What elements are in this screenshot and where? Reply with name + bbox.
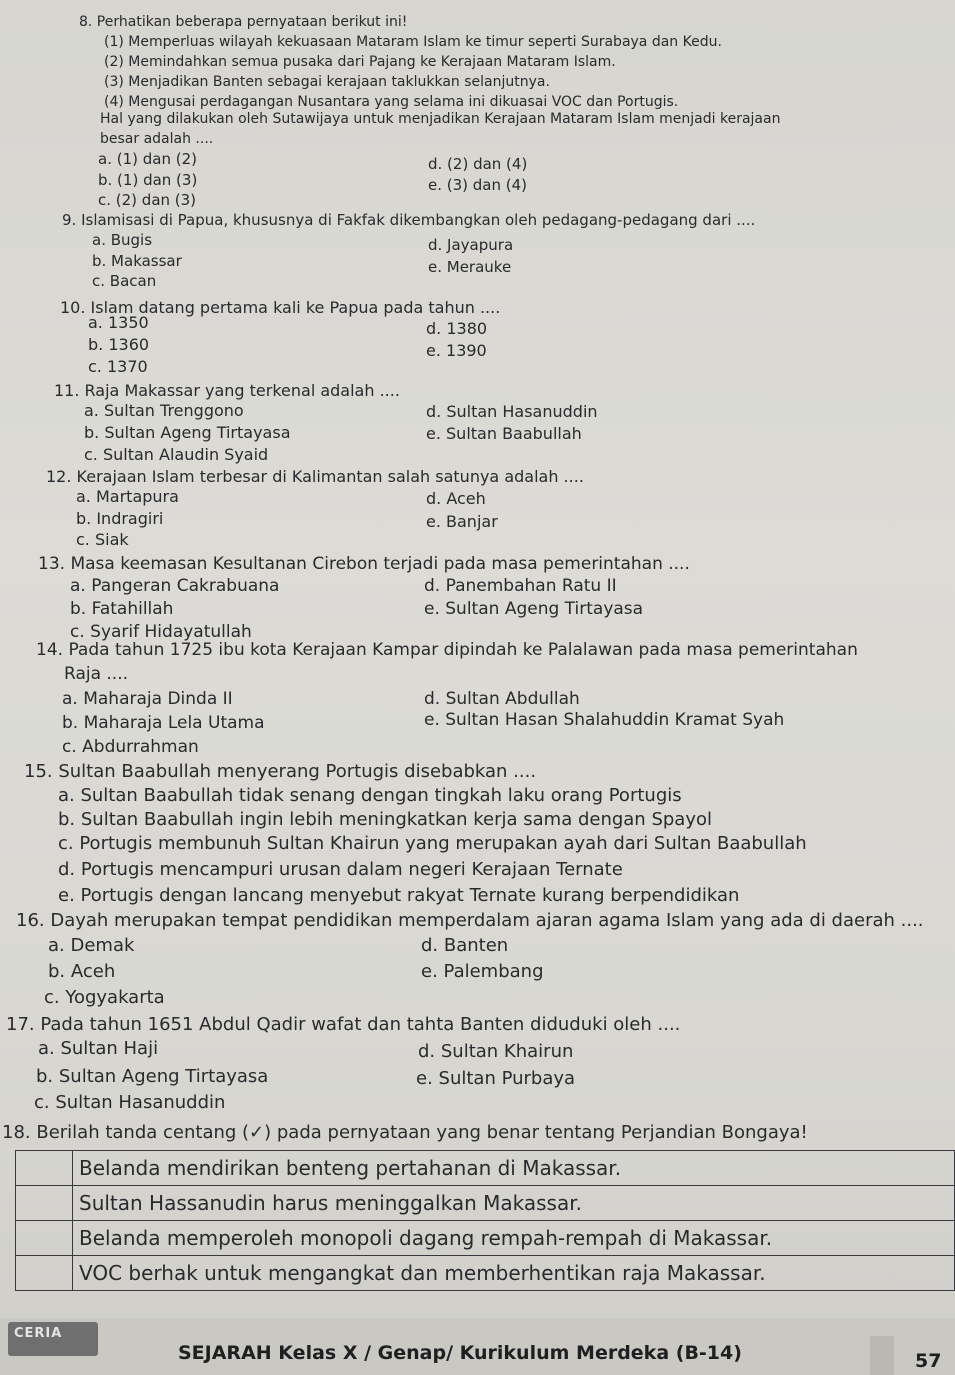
table-row — [16, 1256, 955, 1291]
footer-tab-decoration — [870, 1336, 894, 1375]
q13-stem: 13. Masa keemasan Kesultanan Cirebon terjadi pada masa pemerintahan .... — [38, 554, 690, 574]
q18-stem: 18. Berilah tanda centang (✓) pada pernyataan yang benar tentang Perjandian Bongaya! — [2, 1122, 808, 1143]
q17-option-c: c. Sultan Hasanuddin — [34, 1092, 226, 1113]
q8-statement-3: (3) Menjadikan Banten sebagai kerajaan taklukkan selanjutnya. — [104, 74, 550, 90]
q16-stem: 16. Dayah merupakan tempat pendidikan memperdalam ajaran agama Islam yang ada di daerah .... — [16, 910, 924, 931]
q15-option-e: e. Portugis dengan lancang menyebut rakyat Ternate kurang berpendidikan — [58, 885, 740, 906]
q14-option-a: a. Maharaja Dinda II — [62, 689, 233, 709]
q17-stem: 17. Pada tahun 1651 Abdul Qadir wafat dan tahta Banten diduduki oleh .... — [6, 1014, 681, 1035]
page-number: 57 — [915, 1350, 942, 1372]
q14-option-d: d. Sultan Abdullah — [424, 689, 580, 709]
q8-statement-4: (4) Mengusai perdagangan Nusantara yang selama ini dikuasai VOC dan Portugis. — [104, 94, 679, 110]
checkbox-cell[interactable] — [16, 1151, 73, 1186]
q8-statement-1: (1) Memperluas wilayah kekuasaan Mataram Islam ke timur seperti Surabaya dan Kedu. — [104, 34, 722, 50]
q11-stem: 11. Raja Makassar yang terkenal adalah .... — [54, 381, 400, 400]
q14-option-b: b. Maharaja Lela Utama — [62, 713, 265, 733]
q13-option-c: c. Syarif Hidayatullah — [70, 622, 252, 642]
q8-option-c: c. (2) dan (3) — [98, 191, 197, 209]
q13-option-e: e. Sultan Ageng Tirtayasa — [424, 599, 644, 619]
q8-option-d: d. (2) dan (4) — [428, 155, 528, 173]
q17-option-a: a. Sultan Haji — [38, 1038, 159, 1059]
q9-option-e: e. Merauke — [428, 258, 512, 276]
q9-option-d: d. Jayapura — [428, 236, 514, 254]
q10-option-d: d. 1380 — [426, 319, 488, 338]
q8-stem-continued: Hal yang dilakukan oleh Sutawijaya untuk menjadikan Kerajaan Mataram Islam menjadi kerajaan — [100, 111, 781, 127]
q11-option-e: e. Sultan Baabullah — [426, 424, 582, 443]
q14-stem-continued: Raja .... — [64, 664, 129, 684]
q13-option-b: b. Fatahillah — [70, 599, 174, 619]
q14-option-e: e. Sultan Hasan Shalahuddin Kramat Syah — [424, 710, 785, 730]
q11-option-d: d. Sultan Hasanuddin — [426, 402, 598, 421]
q16-option-a: a. Demak — [48, 935, 135, 956]
q15-option-c: c. Portugis membunuh Sultan Khairun yang merupakan ayah dari Sultan Baabullah — [58, 833, 807, 854]
q10-option-c: c. 1370 — [88, 357, 148, 376]
q14-option-c: c. Abdurrahman — [62, 737, 199, 757]
q9-option-b: b. Makassar — [92, 252, 182, 270]
q8-option-b: b. (1) dan (3) — [98, 171, 198, 189]
q17-option-d: d. Sultan Khairun — [418, 1041, 574, 1062]
table-row — [16, 1186, 955, 1221]
q9-option-a: a. Bugis — [92, 231, 153, 249]
q12-option-a: a. Martapura — [76, 487, 179, 506]
q12-option-c: c. Siak — [76, 530, 129, 549]
q14-stem: 14. Pada tahun 1725 ibu kota Kerajaan Kampar dipindah ke Palalawan pada masa pemerintahan — [36, 640, 858, 660]
publisher-logo-text: CERIA — [14, 1326, 63, 1341]
statement-cell: Belanda mendirikan benteng pertahanan di Makassar. — [73, 1151, 955, 1186]
checkbox-cell[interactable] — [16, 1221, 73, 1256]
table-row — [16, 1221, 955, 1256]
q15-option-a: a. Sultan Baabullah tidak senang dengan tingkah laku orang Portugis — [58, 785, 682, 806]
q8-stem-end: besar adalah .... — [100, 131, 214, 147]
q10-option-a: a. 1350 — [88, 313, 149, 332]
q12-stem: 12. Kerajaan Islam terbesar di Kalimantan salah satunya adalah .... — [46, 467, 584, 486]
table-row — [16, 1151, 955, 1186]
q18-statement-table — [15, 1150, 955, 1291]
q9-option-c: c. Bacan — [92, 272, 157, 290]
q8-option-e: e. (3) dan (4) — [428, 176, 528, 194]
q16-option-d: d. Banten — [421, 935, 509, 956]
footer-title: SEJARAH Kelas X / Genap/ Kurikulum Merdeka (B-14) — [178, 1342, 742, 1364]
q8-statement-2: (2) Memindahkan semua pusaka dari Pajang ke Kerajaan Mataram Islam. — [104, 54, 616, 70]
q8-stem: 8. Perhatikan beberapa pernyataan berikut ini! — [79, 14, 408, 30]
q11-option-c: c. Sultan Alaudin Syaid — [84, 445, 269, 464]
q10-option-e: e. 1390 — [426, 341, 487, 360]
statement-cell: Belanda memperoleh monopoli dagang rempah-rempah di Makassar. — [73, 1221, 955, 1256]
statement-cell: VOC berhak untuk mengangkat dan memberhentikan raja Makassar. — [73, 1256, 955, 1291]
q8-option-a: a. (1) dan (2) — [98, 150, 197, 168]
q16-option-c: c. Yogyakarta — [44, 987, 165, 1008]
q12-option-d: d. Aceh — [426, 489, 486, 508]
q16-option-e: e. Palembang — [421, 961, 544, 982]
q15-stem: 15. Sultan Baabullah menyerang Portugis disebabkan .... — [24, 761, 537, 782]
checkbox-cell[interactable] — [16, 1256, 73, 1291]
q10-option-b: b. 1360 — [88, 335, 150, 354]
q9-stem: 9. Islamisasi di Papua, khususnya di Fakfak dikembangkan oleh pedagang-pedagang dari .... — [62, 211, 756, 229]
statement-cell: Sultan Hassanudin harus meninggalkan Makassar. — [73, 1186, 955, 1221]
q15-option-d: d. Portugis mencampuri urusan dalam negeri Kerajaan Ternate — [58, 859, 623, 880]
q17-option-e: e. Sultan Purbaya — [416, 1068, 576, 1089]
q16-option-b: b. Aceh — [48, 961, 116, 982]
q10-stem: 10. Islam datang pertama kali ke Papua pada tahun .... — [60, 298, 501, 317]
q12-option-b: b. Indragiri — [76, 509, 164, 528]
q11-option-a: a. Sultan Trenggono — [84, 401, 244, 420]
q13-option-d: d. Panembahan Ratu II — [424, 576, 617, 596]
q11-option-b: b. Sultan Ageng Tirtayasa — [84, 423, 291, 442]
q13-option-a: a. Pangeran Cakrabuana — [70, 576, 280, 596]
q15-option-b: b. Sultan Baabullah ingin lebih meningkatkan kerja sama dengan Spayol — [58, 809, 712, 830]
q12-option-e: e. Banjar — [426, 512, 498, 531]
checkbox-cell[interactable] — [16, 1186, 73, 1221]
q17-option-b: b. Sultan Ageng Tirtayasa — [36, 1066, 269, 1087]
